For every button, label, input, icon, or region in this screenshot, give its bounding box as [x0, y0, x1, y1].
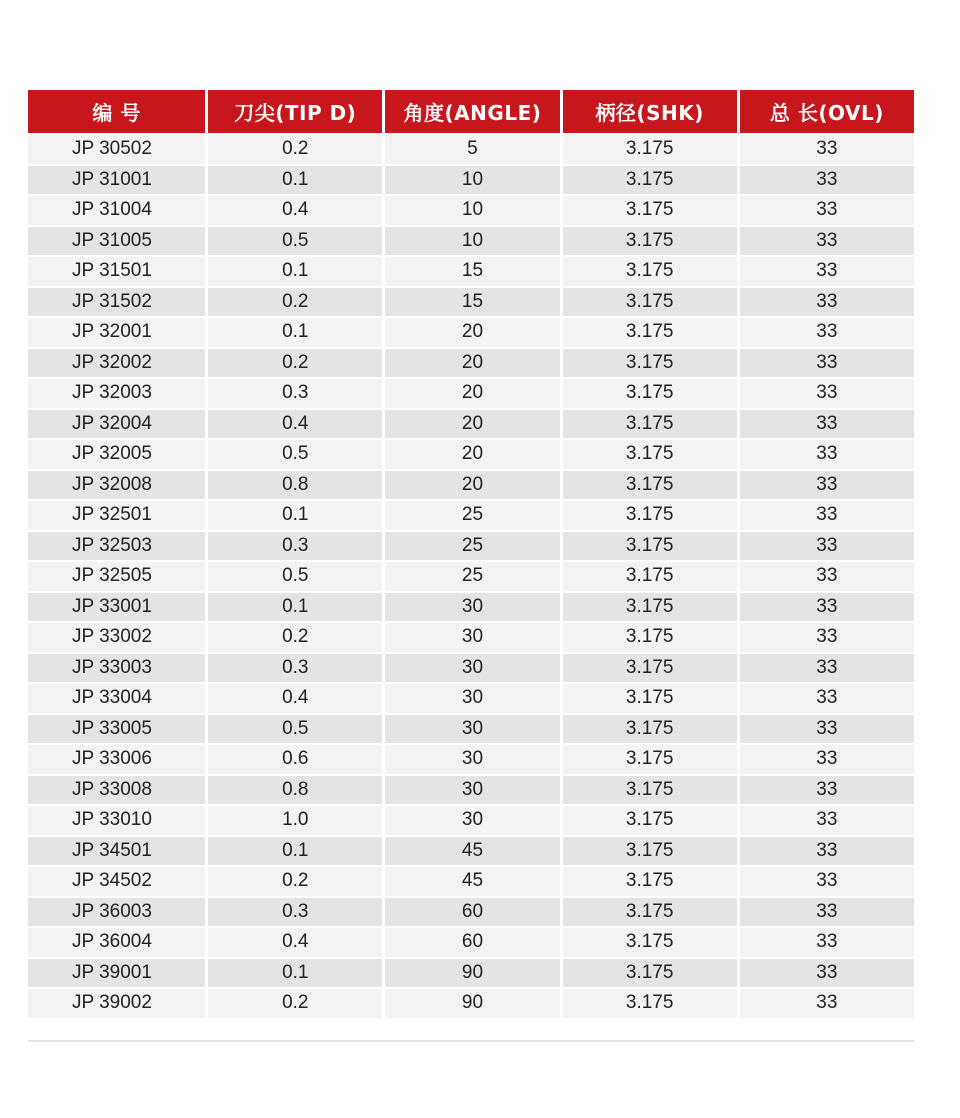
- cell-code: JP 36004: [28, 926, 205, 957]
- cell-angle: 15: [382, 286, 559, 317]
- table-header: [28, 90, 914, 133]
- cell-shank: 3.175: [560, 225, 737, 256]
- table-row: [28, 347, 914, 378]
- cell-shank: 3.175: [560, 652, 737, 683]
- cell-shank: 3.175: [560, 499, 737, 530]
- header-overall-length: 总 长(OVL): [737, 90, 914, 133]
- cell-code: JP 34502: [28, 865, 205, 896]
- cell-overall-length: 33: [737, 469, 914, 500]
- cell-tip-diameter: 0.2: [205, 865, 382, 896]
- cell-overall-length: 33: [737, 194, 914, 225]
- cell-overall-length: 33: [737, 865, 914, 896]
- cell-code: JP 32001: [28, 316, 205, 347]
- cell-shank: 3.175: [560, 438, 737, 469]
- cell-code: JP 32004: [28, 408, 205, 439]
- cell-angle: 10: [382, 164, 559, 195]
- header-code: 编 号: [28, 90, 205, 133]
- cell-shank: 3.175: [560, 560, 737, 591]
- cell-overall-length: 33: [737, 682, 914, 713]
- cell-overall-length: 33: [737, 347, 914, 378]
- cell-tip-diameter: 0.3: [205, 896, 382, 927]
- cell-angle: 30: [382, 591, 559, 622]
- table-row: [28, 560, 914, 591]
- cell-shank: 3.175: [560, 255, 737, 286]
- cell-angle: 20: [382, 316, 559, 347]
- cell-code: JP 32503: [28, 530, 205, 561]
- cell-code: JP 32003: [28, 377, 205, 408]
- cell-angle: 20: [382, 408, 559, 439]
- cell-tip-diameter: 0.1: [205, 255, 382, 286]
- cell-tip-diameter: 0.3: [205, 530, 382, 561]
- cell-code: JP 33001: [28, 591, 205, 622]
- cell-shank: 3.175: [560, 713, 737, 744]
- cell-overall-length: 33: [737, 286, 914, 317]
- cell-shank: 3.175: [560, 591, 737, 622]
- cell-shank: 3.175: [560, 743, 737, 774]
- cell-tip-diameter: 0.2: [205, 133, 382, 164]
- table-row: [28, 133, 914, 164]
- cell-shank: 3.175: [560, 530, 737, 561]
- cell-angle: 60: [382, 926, 559, 957]
- table-row: [28, 286, 914, 317]
- cell-overall-length: 33: [737, 774, 914, 805]
- cell-angle: 5: [382, 133, 559, 164]
- cell-angle: 15: [382, 255, 559, 286]
- cell-tip-diameter: 0.6: [205, 743, 382, 774]
- cell-tip-diameter: 0.8: [205, 774, 382, 805]
- cell-code: JP 31501: [28, 255, 205, 286]
- cell-shank: 3.175: [560, 957, 737, 988]
- cell-overall-length: 33: [737, 438, 914, 469]
- cell-angle: 25: [382, 530, 559, 561]
- table-row: [28, 377, 914, 408]
- cell-code: JP 33008: [28, 774, 205, 805]
- cell-overall-length: 33: [737, 560, 914, 591]
- cell-shank: 3.175: [560, 133, 737, 164]
- cell-shank: 3.175: [560, 194, 737, 225]
- cell-overall-length: 33: [737, 652, 914, 683]
- header-shank: 柄径(SHK): [560, 90, 737, 133]
- table-bottom-rule: [28, 1040, 914, 1042]
- cell-shank: 3.175: [560, 682, 737, 713]
- table-body: [28, 133, 914, 1018]
- cell-tip-diameter: 0.5: [205, 438, 382, 469]
- table-row: [28, 255, 914, 286]
- table-row: [28, 530, 914, 561]
- cell-angle: 20: [382, 347, 559, 378]
- cell-shank: 3.175: [560, 164, 737, 195]
- cell-code: JP 32002: [28, 347, 205, 378]
- cell-angle: 90: [382, 987, 559, 1018]
- cell-shank: 3.175: [560, 377, 737, 408]
- table-row: [28, 408, 914, 439]
- table-row: [28, 621, 914, 652]
- cell-overall-length: 33: [737, 530, 914, 561]
- cell-shank: 3.175: [560, 987, 737, 1018]
- table-row: [28, 164, 914, 195]
- cell-code: JP 33003: [28, 652, 205, 683]
- cell-angle: 25: [382, 560, 559, 591]
- cell-tip-diameter: 0.3: [205, 652, 382, 683]
- cell-code: JP 33006: [28, 743, 205, 774]
- cell-tip-diameter: 0.1: [205, 316, 382, 347]
- cell-angle: 30: [382, 804, 559, 835]
- cell-code: JP 33005: [28, 713, 205, 744]
- cell-overall-length: 33: [737, 957, 914, 988]
- cell-overall-length: 33: [737, 377, 914, 408]
- cell-angle: 30: [382, 621, 559, 652]
- cell-tip-diameter: 0.3: [205, 377, 382, 408]
- cell-overall-length: 33: [737, 713, 914, 744]
- header-row: [28, 90, 914, 133]
- cell-tip-diameter: 0.5: [205, 560, 382, 591]
- cell-code: JP 36003: [28, 896, 205, 927]
- cell-tip-diameter: 1.0: [205, 804, 382, 835]
- table-row: [28, 713, 914, 744]
- cell-code: JP 32505: [28, 560, 205, 591]
- cell-shank: 3.175: [560, 621, 737, 652]
- spec-table: [28, 90, 914, 1018]
- cell-tip-diameter: 0.4: [205, 926, 382, 957]
- table-row: [28, 743, 914, 774]
- cell-code: JP 31502: [28, 286, 205, 317]
- cell-angle: 25: [382, 499, 559, 530]
- cell-overall-length: 33: [737, 896, 914, 927]
- cell-overall-length: 33: [737, 835, 914, 866]
- cell-code: JP 31005: [28, 225, 205, 256]
- table-row: [28, 926, 914, 957]
- cell-code: JP 32005: [28, 438, 205, 469]
- cell-angle: 10: [382, 194, 559, 225]
- cell-angle: 30: [382, 713, 559, 744]
- cell-overall-length: 33: [737, 591, 914, 622]
- cell-tip-diameter: 0.1: [205, 957, 382, 988]
- cell-code: JP 33010: [28, 804, 205, 835]
- table-row: [28, 499, 914, 530]
- cell-tip-diameter: 0.8: [205, 469, 382, 500]
- cell-angle: 30: [382, 652, 559, 683]
- cell-angle: 20: [382, 377, 559, 408]
- cell-overall-length: 33: [737, 926, 914, 957]
- cell-overall-length: 33: [737, 133, 914, 164]
- cell-tip-diameter: 0.1: [205, 164, 382, 195]
- cell-angle: 60: [382, 896, 559, 927]
- cell-angle: 30: [382, 743, 559, 774]
- header-tip-diameter: 刀尖(TIP D): [205, 90, 382, 133]
- cell-tip-diameter: 0.4: [205, 194, 382, 225]
- cell-tip-diameter: 0.4: [205, 408, 382, 439]
- cell-angle: 45: [382, 865, 559, 896]
- cell-overall-length: 33: [737, 499, 914, 530]
- cell-code: JP 33004: [28, 682, 205, 713]
- cell-overall-length: 33: [737, 621, 914, 652]
- cell-shank: 3.175: [560, 316, 737, 347]
- cell-code: JP 34501: [28, 835, 205, 866]
- cell-tip-diameter: 0.5: [205, 713, 382, 744]
- cell-tip-diameter: 0.1: [205, 835, 382, 866]
- cell-angle: 45: [382, 835, 559, 866]
- cell-code: JP 32008: [28, 469, 205, 500]
- cell-angle: 30: [382, 774, 559, 805]
- cell-code: JP 31001: [28, 164, 205, 195]
- table-row: [28, 896, 914, 927]
- cell-overall-length: 33: [737, 743, 914, 774]
- cell-tip-diameter: 0.2: [205, 286, 382, 317]
- cell-overall-length: 33: [737, 987, 914, 1018]
- cell-code: JP 32501: [28, 499, 205, 530]
- cell-overall-length: 33: [737, 225, 914, 256]
- cell-shank: 3.175: [560, 347, 737, 378]
- cell-shank: 3.175: [560, 835, 737, 866]
- cell-angle: 30: [382, 682, 559, 713]
- cell-overall-length: 33: [737, 164, 914, 195]
- cell-tip-diameter: 0.1: [205, 591, 382, 622]
- cell-code: JP 39001: [28, 957, 205, 988]
- cell-angle: 20: [382, 438, 559, 469]
- table-row: [28, 469, 914, 500]
- cell-shank: 3.175: [560, 926, 737, 957]
- cell-code: JP 39002: [28, 987, 205, 1018]
- cell-tip-diameter: 0.1: [205, 499, 382, 530]
- cell-overall-length: 33: [737, 316, 914, 347]
- cell-shank: 3.175: [560, 804, 737, 835]
- header-angle: 角度(ANGLE): [382, 90, 559, 133]
- cell-shank: 3.175: [560, 286, 737, 317]
- cell-tip-diameter: 0.4: [205, 682, 382, 713]
- table-row: [28, 865, 914, 896]
- table-row: [28, 682, 914, 713]
- cell-tip-diameter: 0.2: [205, 987, 382, 1018]
- cell-code: JP 33002: [28, 621, 205, 652]
- cell-code: JP 31004: [28, 194, 205, 225]
- table-row: [28, 438, 914, 469]
- cell-shank: 3.175: [560, 865, 737, 896]
- cell-shank: 3.175: [560, 469, 737, 500]
- table-row: [28, 957, 914, 988]
- cell-shank: 3.175: [560, 896, 737, 927]
- table-row: [28, 987, 914, 1018]
- cell-tip-diameter: 0.2: [205, 347, 382, 378]
- cell-code: JP 30502: [28, 133, 205, 164]
- cell-angle: 90: [382, 957, 559, 988]
- table-row: [28, 316, 914, 347]
- cell-overall-length: 33: [737, 255, 914, 286]
- cell-overall-length: 33: [737, 408, 914, 439]
- table-row: [28, 652, 914, 683]
- cell-angle: 20: [382, 469, 559, 500]
- table-row: [28, 225, 914, 256]
- table-row: [28, 591, 914, 622]
- table-row: [28, 804, 914, 835]
- table-row: [28, 835, 914, 866]
- cell-angle: 10: [382, 225, 559, 256]
- cell-overall-length: 33: [737, 804, 914, 835]
- cell-shank: 3.175: [560, 774, 737, 805]
- cell-tip-diameter: 0.2: [205, 621, 382, 652]
- cell-tip-diameter: 0.5: [205, 225, 382, 256]
- table-row: [28, 194, 914, 225]
- cell-shank: 3.175: [560, 408, 737, 439]
- table-row: [28, 774, 914, 805]
